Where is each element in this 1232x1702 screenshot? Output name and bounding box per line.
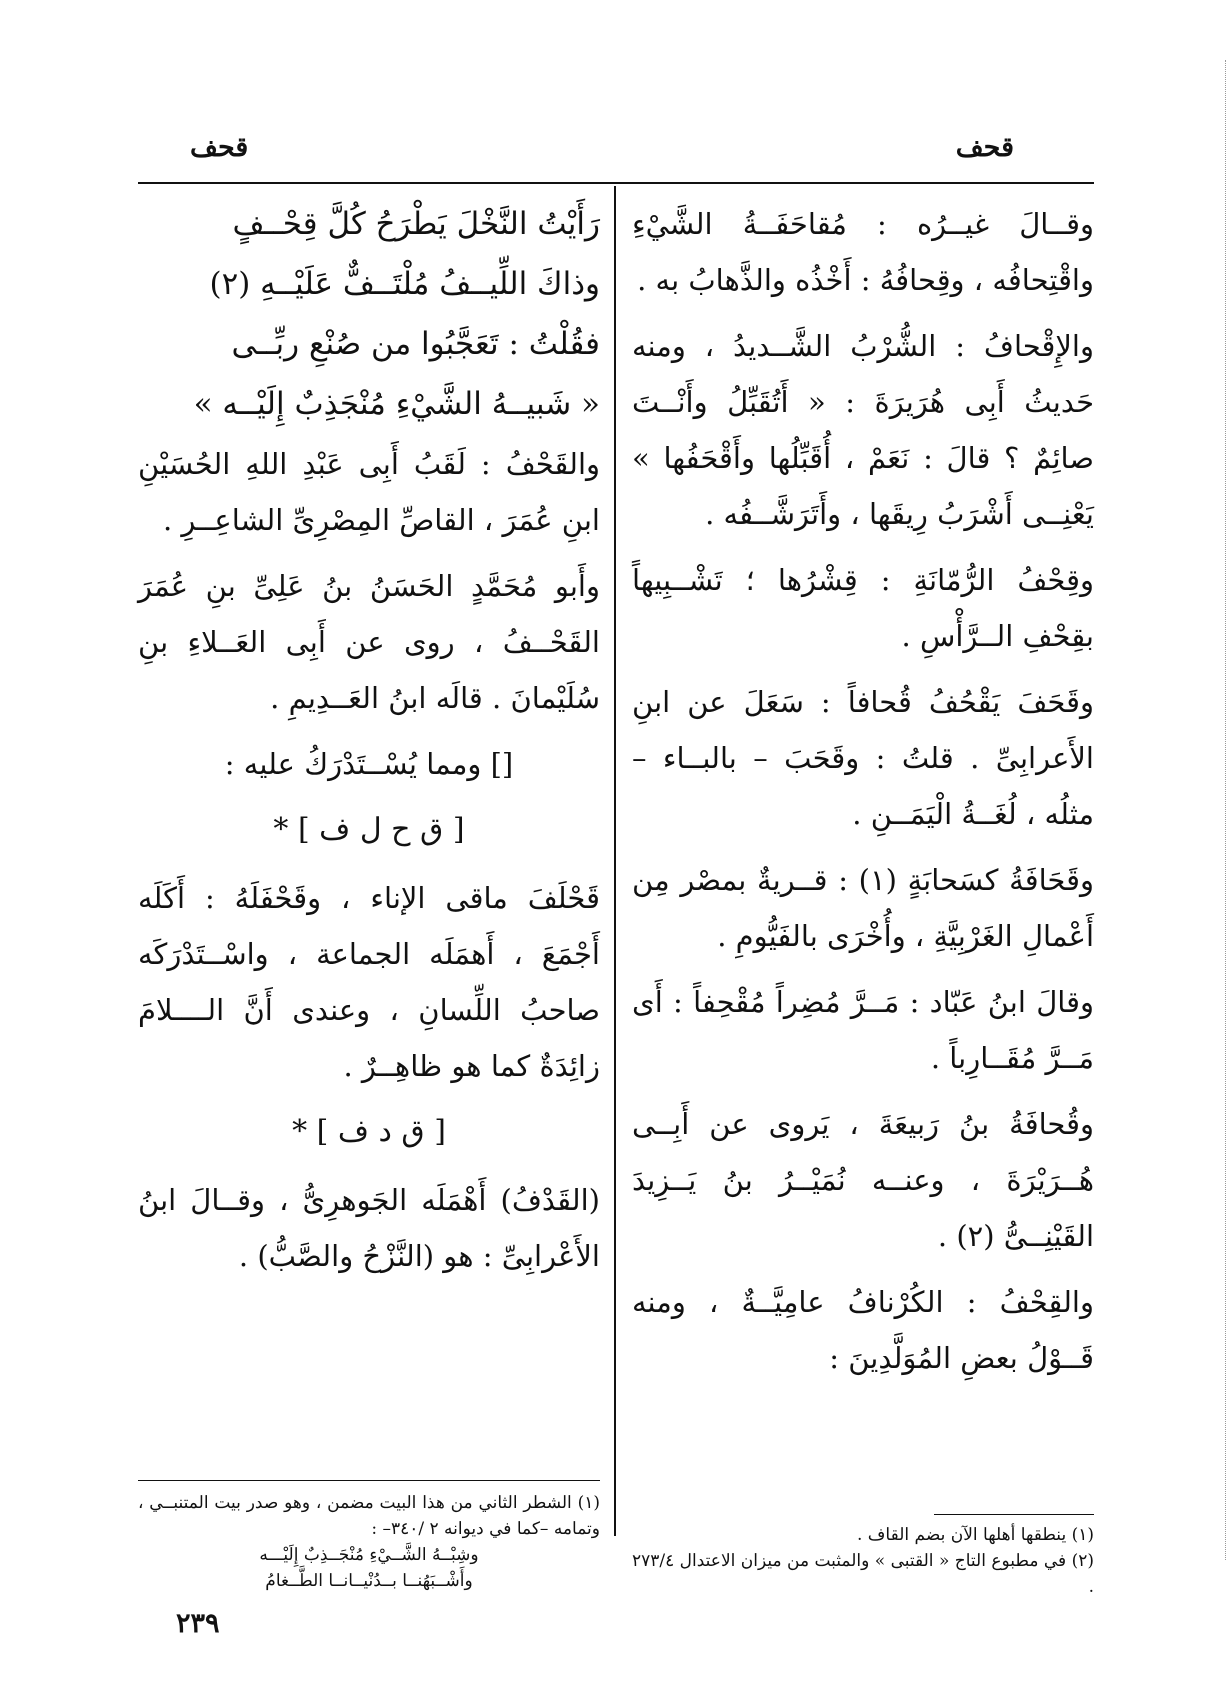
paragraph: وقــالَ غيــرُه : مُقاحَفَــةُ الشَّيْءِ واقْتِحافُه ، وقِحافُهُ : أَخْذُه والذَّهابُ به . (632, 207, 1094, 297)
paragraph: والقَحْفُ : لَقَبُ أَبِى عَبْدِ اللهِ الحُسَيْنِ ابنِ عُمَرَ ، القاصِّ المِصْرِىِّ الشاعِــرِ . (138, 447, 600, 537)
right-column (632, 196, 1094, 1396)
paragraph: والإِقْحافُ : الشُّرْبُ الشَّــديدُ ، ومنه حَديثُ أَبِى هُرَيرَةَ : « أَتُقَبِّلُ وأَنْــتَ صائِمٌ ؟ قالَ : نَعَمْ ، أُقَبِّلُها وأَقْحَفُها » يَعْنِــى أَشْرَبُ رِيقَها ، وأَتَرَشَّــفُه . (632, 329, 1094, 531)
paragraph: وقَحَفَ يَقْحُفُ قُحافاً : سَعَلَ عن ابنِ الأَعرابِىِّ . قلتُ : وقَحَبَ – بالبــاء – مثلُه ، لُغَــةُ الْيَمَــنِ . (632, 685, 1094, 831)
footnotes-right (632, 1522, 1094, 1600)
paragraph: وقالَ ابنُ عَبّاد : مَــرَّ مُضِراً مُقْحِفاً : أَى مَــرَّ مُقَــارِباً . (632, 985, 1094, 1075)
entry-heading: [ ق د ف ] * (292, 1114, 446, 1149)
paragraph: وقَحَافَةُ كسَحابَةٍ (١) : قــريةٌ بمصْر مِن أَعْمالِ الغَرْبِيَّةِ ، وأُخْرَى بالفَيُّومِ . (632, 863, 1094, 953)
footnote: (١) الشطر الثاني من هذا البيت مضمن ، وهو صدر بيت المتنبــي ، وتمامه –كما في ديوانه ٢ /٣٤٠– : (138, 1493, 600, 1539)
header-rule (138, 182, 1094, 184)
footnote: (١) ينطقها أهلها الآن بضم القاف . (857, 1525, 1094, 1545)
page-edge (1223, 60, 1226, 1560)
page-number: ٢٣٩ (176, 1608, 220, 1639)
paragraph: (القَدْفُ) أَهْمَلَه الجَوهرِىُّ ، وقــالَ ابنُ الأَعْرابِىِّ : هو (النَّزْحُ والصَّبُّ) . (138, 1183, 600, 1273)
left-column (138, 196, 600, 1294)
footnote-rule-right (934, 1514, 1094, 1515)
paragraph: وقُحافَةُ بنُ رَبيعَةَ ، يَروى عن أَبِــى هُــرَيْرَةَ ، وعنــه نُمَيْــرُ بنُ يَــزِيدَ القَيْنِــىُّ (٢) . (632, 1107, 1094, 1253)
paragraph: [] ومما يُسْــتَدْرَكُ عليه : (224, 747, 514, 781)
footnote-verse: وأَشْــبَهُنــا بــدُنْيــانــا الطَّــغامُ (265, 1571, 473, 1591)
footnote: (٢) في مطبوع التاج « القتبى » والمثبت من ميزان الاعتدال ٢٧٣/٤ . (632, 1551, 1094, 1597)
verse-line: « شَبيــهُ الشَّيْءِ مُنْجَذِبٌ إِلَيْــه » (193, 386, 600, 422)
header-word-right: قحف (955, 132, 1014, 163)
verse-line: فقُلْتُ : تَعَجَّبُوا من صُنْعِ ربِّــى (231, 326, 600, 362)
paragraph: وأَبو مُحَمَّدٍ الحَسَنُ بنُ عَلِىِّ بنِ عُمَرَ القَحْــفُ ، روى عن أَبِى العَــلاءِ بنِ سُلَيْمانَ . قالَه ابنُ العَــدِيمِ . (138, 569, 600, 715)
paragraph: وقِحْفُ الرُّمّانَةِ : قِشْرُها ؛ تَشْــبِيهاً بقِحْفِ الــرَّأْسِ . (632, 563, 1094, 653)
footnote-rule-left (138, 1480, 600, 1481)
verse-line: وذاكَ اللِّيــفُ مُلْتَــفٌّ عَلَيْــهِ (٢) (209, 266, 600, 302)
verse-line: رَأَيْتُ النَّخْلَ يَطْرَحُ كُلَّ قِحْــفٍ (232, 206, 600, 242)
entry-heading: [ ق ح ل ف ] * (273, 812, 465, 847)
column-divider (614, 186, 616, 1536)
paragraph: قَحْلَفَ ماقى الإناء ، وقَحْفَلَهُ : أَكَلَه أَجْمَعَ ، أَهمَلَه الجماعة ، واسْــتَدْرَكَه صاحبُ اللِّسانِ ، وعندى أَنَّ الــــلامَ زائِدَةٌ كما هو ظاهِــرٌ . (138, 881, 600, 1083)
footnote-verse: وشِبْــهُ الشَّــيْءِ مُنْجَــذِبٌ إِلَيْـــه (259, 1545, 479, 1565)
footnotes-left (138, 1490, 600, 1594)
paragraph: والقِحْفُ : الكُرْنافُ عامِيَّــةٌ ، ومنه قَــوْلُ بعضِ المُوَلَّدِينَ : (632, 1285, 1094, 1375)
header-word-left: قحف (190, 132, 249, 163)
